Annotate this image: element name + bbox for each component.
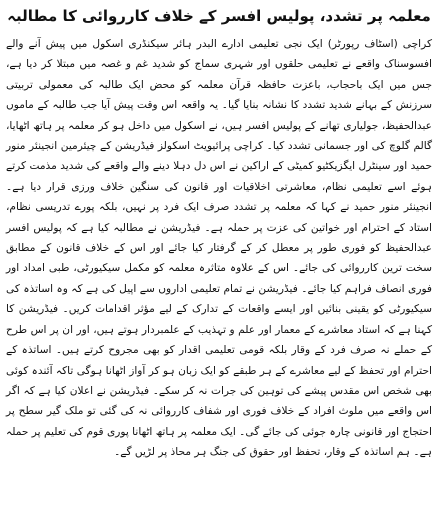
article-body: کراچی (اسٹاف رپورٹر) ایک نجی تعلیمی ادارے البدر ہائر سیکنڈری اسکول میں پیش آنے والے افسوسناک واقعے نے تعلیمی حلقوں اور شہری سماج کو شدید غم و غصہ میں مبتلا کر دیا ہے، جس میں ایک باحجاب، باعزت حافظہ قرآن معلمہ کو محض ایک طالبہ کی معمولی تربیتی سرزنش کے بہانے شدید تشدد کا نشانہ بنایا گیا۔ یہ واقعہ اس وقت پیش آیا جب طالبہ کے ماموں عبدالحفیظ، جولیاری تھانے کے پولیس افسر ہیں، نے اسکول میں داخل ہو کر معلمہ پر ہاتھ اٹھایا، گالم گلوچ کی اور جسمانی تشدد کیا۔ کراچی پرائیویٹ اسکولز فیڈریشن کے چیئرمین انجینئر منور حمید اور سینٹرل ایگزیکٹیو کمیٹی کے اراکین نے اس دل دہلا دینے والے واقعے کی شدید مذمت کرتے ہوئے اسے تعلیمی نظام، معاشرتی اخلاقیات اور قانون کی سنگین خلاف ورزی قرار دیا ہے۔ انجینئر منور حمید نے کہا کہ معلمہ پر تشدد صرف ایک فرد پر نہیں، بلکہ پورے تدریسی نظام، استاد کے احترام اور خواتین کی عزت پر حملہ ہے۔ فیڈریشن نے مطالبہ کیا ہے کہ پولیس افسر عبدالحفیظ کو فوری طور پر معطل کر کے گرفتار کیا جائے اور اس کے خلاف قانون کے مطابق سخت ترین کارروائی کی جائے۔ اس کے علاوہ متاثرہ معلمہ کو مکمل سیکیورٹی، طبی امداد اور فوری انصاف فراہم کیا جائے۔ فیڈریشن نے تمام تعلیمی اداروں سے اپیل کی ہے کہ وہ اساتذہ کی سیکیورٹی کو یقینی بنائیں اور ایسے واقعات کے تدارک کے لیے مؤثر اقدامات کریں۔ فیڈریشن کا کہنا ہے کہ استاد معاشرے کے معمار اور علم و تہذیب کے علمبردار ہوتے ہیں، اور ان پر اس طرح کے حملے نہ صرف فرد کے وقار بلکہ قومی تعلیمی اقدار کو بھی مجروح کرتے ہیں۔ اساتذہ کے احترام اور تحفظ کے لیے معاشرے کے ہر طبقے کو ایک زبان ہو کر آواز اٹھانا ہوگی تاکہ آئندہ کوئی بھی شخص اس مقدس پیشے کی توہین کی جرات نہ کر سکے۔ فیڈریشن نے اعلان کیا ہے کہ اگر اس واقعے میں ملوث افراد کے خلاف فوری اور شفاف کارروائی نہ کی گئی تو ملک گیر سطح پر احتجاج اور قانونی چارہ جوئی کی جائے گی۔ ایک معلمہ پر ہاتھ اٹھانا پوری قوم کی تعلیم پر حملہ ہے۔ ہم اساتذہ کے وقار، تحفظ اور حقوق کی جنگ ہر محاذ پر لڑیں گے۔ bbox=[6, 38, 432, 459]
article-headline: معلمہ پر تشدد، پولیس افسر کے خلاف کارروائی کا مطالبہ bbox=[7, 7, 431, 25]
